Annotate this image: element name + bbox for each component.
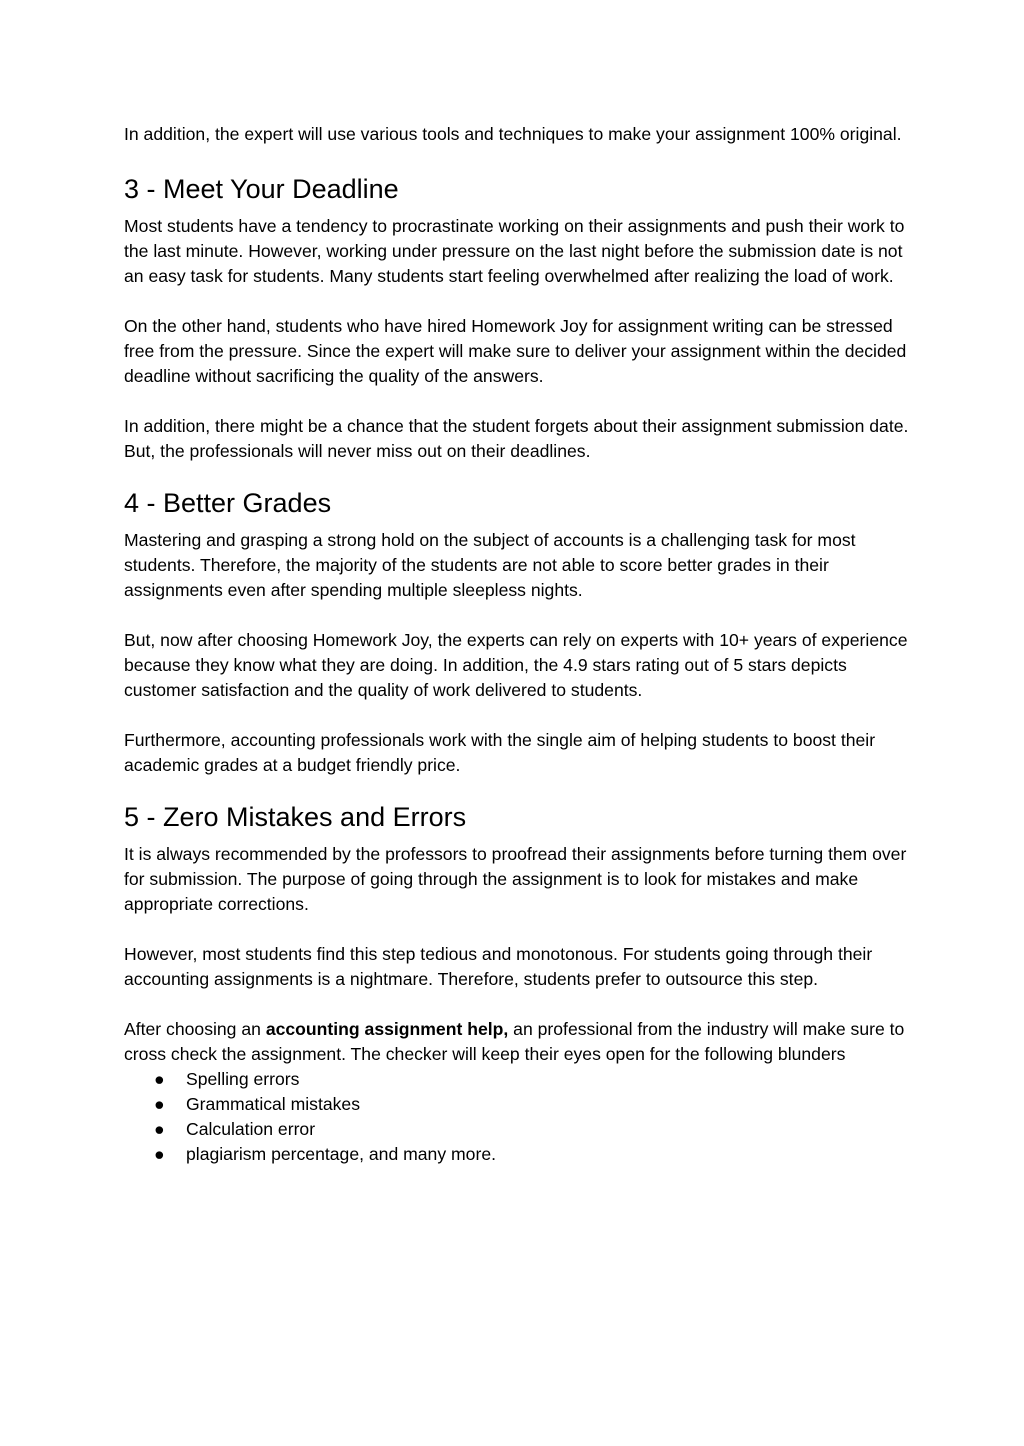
paragraph: But, now after choosing Homework Joy, the experts can rely on experts with 10+ years of experience because they know what they are doing. In addition, the 4.9 stars rating out of 5 stars depicts customer satisfaction and the quality of work delivered to students. [124, 630, 908, 700]
paragraph: It is always recommended by the professors to proofread their assignments before turning them over for submission. The purpose of going through the assignment is to look for mistakes and make appropriate corrections. [124, 844, 907, 914]
list-item [124, 1067, 914, 1092]
blunders-list [124, 1067, 914, 1167]
paragraph: However, most students find this step tedious and monotonous. For students going through their accounting assignments is a nightmare. Therefore, students prefer to outsource this step. [124, 944, 873, 989]
paragraph: In addition, there might be a chance that the student forgets about their assignment submission date. But, the professionals will never miss out on their deadlines. [124, 416, 909, 461]
list-item-text: Calculation error [186, 1119, 316, 1139]
paragraph: On the other hand, students who have hired Homework Joy for assignment writing can be stressed free from the pressure. Since the expert will make sure to deliver your assignment within the decided deadline without sacrificing the quality of the answers. [124, 316, 907, 386]
section-heading-mistakes: 5 - Zero Mistakes and Errors [124, 802, 467, 832]
text-span: an professional from the industry will make sure to cross check the assignment. The checker will keep their eyes open for the following blunders [124, 1019, 905, 1064]
bullet-icon: ● [154, 1094, 165, 1114]
paragraph: Mastering and grasping a strong hold on the subject of accounts is a challenging task for most students. Therefore, the majority of the students are not able to score better grades in their assignments even after spending multiple sleepless nights. [124, 530, 856, 600]
intro-paragraph: In addition, the expert will use various tools and techniques to make your assignment 100% original. [124, 124, 902, 144]
list-item [124, 1117, 914, 1142]
list-item-text: Spelling errors [186, 1069, 300, 1089]
list-item [124, 1142, 914, 1167]
section-heading-deadline: 3 - Meet Your Deadline [124, 174, 399, 204]
bullet-icon: ● [154, 1069, 165, 1089]
document-page [124, 122, 914, 1167]
paragraph: Most students have a tendency to procrastinate working on their assignments and push their work to the last minute. However, working under pressure on the last night before the submission date is not an easy task for students. Many students start feeling overwhelmed after realizing the load of work. [124, 216, 905, 286]
bullet-icon: ● [154, 1119, 165, 1139]
paragraph-with-bold [124, 1017, 914, 1067]
list-item-text: plagiarism percentage, and many more. [186, 1144, 497, 1164]
bold-keyword: accounting assignment help, [265, 1019, 509, 1039]
section-heading-grades: 4 - Better Grades [124, 488, 332, 518]
text-span: After choosing an [124, 1019, 266, 1039]
bullet-icon: ● [154, 1144, 165, 1164]
paragraph: Furthermore, accounting professionals work with the single aim of helping students to boost their academic grades at a budget friendly price. [124, 730, 876, 775]
list-item-text: Grammatical mistakes [186, 1094, 361, 1114]
list-item [124, 1092, 914, 1117]
